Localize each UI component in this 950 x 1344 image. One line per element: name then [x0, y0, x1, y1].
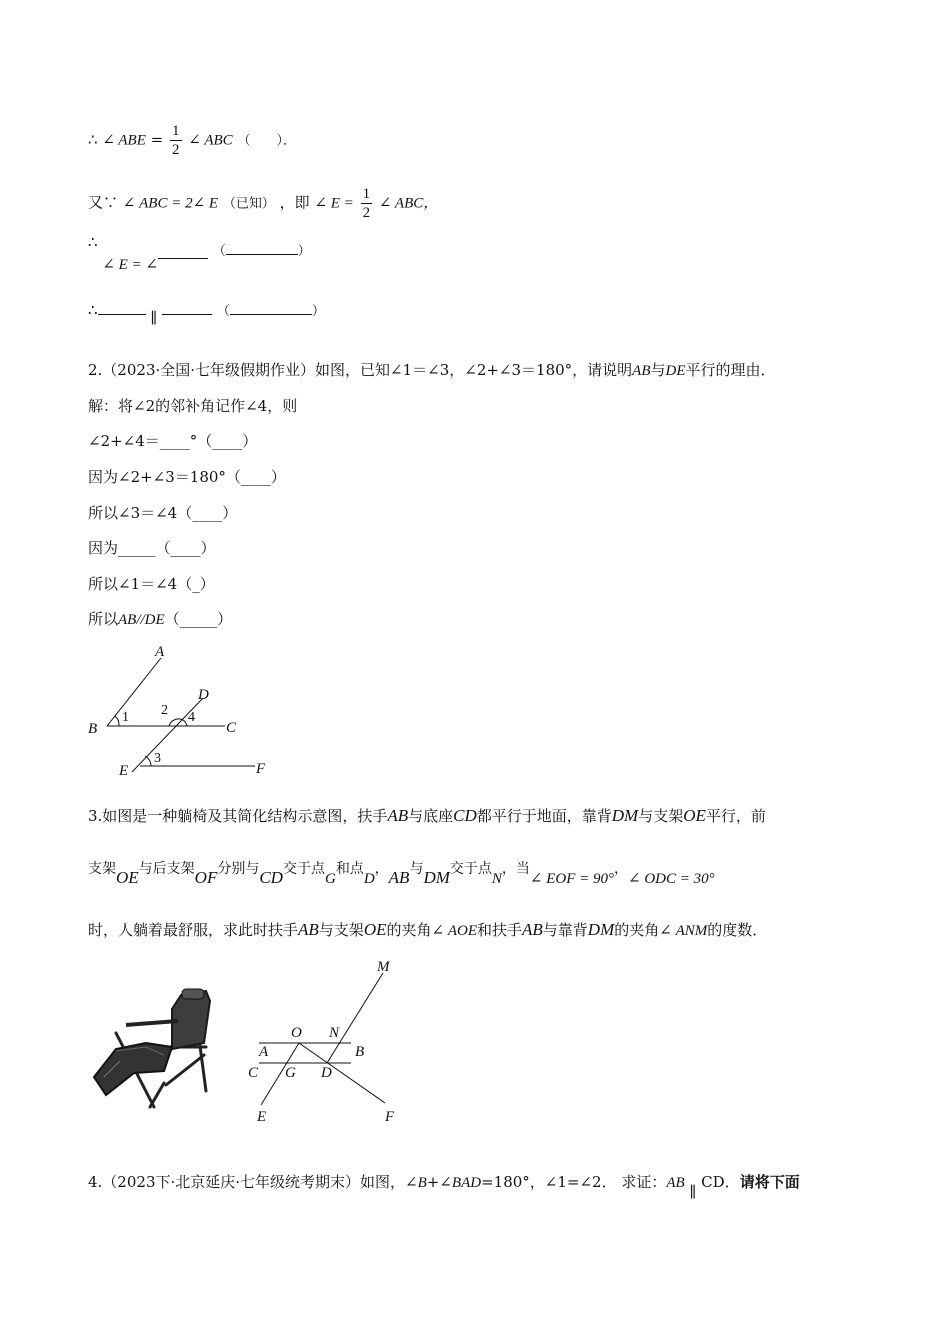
proof-line-1: ∴ ∠ ABE = $\frac{1}{2}$ ∠ ABC （ ）． — [88, 123, 296, 158]
q2-line: 所以∠3＝∠4（____） — [88, 504, 238, 522]
q2-line: 解：将∠2的邻补角记作∠4，则 — [88, 397, 298, 415]
line-ba — [107, 658, 161, 726]
q3-line-3: 时，人躺着最舒服，求此时扶手AB与支架OE的夹角∠ AOE和扶手AB与靠背DM的夹角∠ ANM的度数． — [88, 920, 768, 939]
line-of — [299, 1043, 385, 1103]
fraction-half: $\frac{1}{2}$ — [172, 123, 180, 158]
q2-line: 因为∠2+∠3＝180°（____） — [88, 468, 286, 486]
q3-line-1: 3.如图是一种躺椅及其简化结构示意图，扶手AB与底座CD都平行于地面，靠背DM与支架OE平行，前 — [88, 806, 766, 825]
proof-line-3: ∴ ∠ E = ∠ （ ） — [88, 233, 311, 273]
label-B: B — [88, 721, 98, 737]
label-E: E — [257, 1109, 267, 1125]
q2-line: ∠2+∠4＝____°（____） — [88, 432, 258, 450]
q2-stem: 2.（2023·全国·七年级假期作业）如图，已知∠1＝∠3，∠2+∠3＝180°，请说明AB与DE平行的理由． — [88, 361, 776, 379]
blank — [98, 300, 146, 315]
label-F: F — [385, 1109, 395, 1125]
label-C: C — [248, 1065, 259, 1081]
blank — [226, 240, 298, 255]
label-F: F — [256, 761, 266, 777]
label-E: E — [119, 763, 129, 779]
proof-line-2: 又∵ ∠ ABC = 2∠ E （已知） ，即 ∠ E = $\frac{1}{2}$ ∠ ABC， — [88, 186, 439, 221]
q2-line: 因为_____（____） — [88, 539, 216, 557]
label-B: B — [355, 1044, 365, 1060]
chair-photo — [86, 985, 221, 1110]
label-G: G — [285, 1065, 296, 1081]
q4-stem: 4.（2023下·北京延庆·七年级统考期末）如图，∠B+∠BAD=180°，∠1=∠2． 求证：AB ∥ CD．请将下面 — [88, 1173, 800, 1201]
proof-line-4: ∴ ∥ （ ） — [88, 301, 325, 327]
angle-1-arc — [115, 716, 119, 726]
angle-2-arc — [169, 719, 183, 726]
label-M: M — [377, 959, 390, 975]
q2-geometry-figure — [85, 640, 285, 785]
q2-line: 所以∠1＝∠4（_） — [88, 575, 215, 593]
blank — [230, 300, 312, 315]
label-N: N — [329, 1025, 340, 1041]
label-1: 1 — [122, 710, 129, 725]
fraction-half: $\frac{1}{2}$ — [362, 186, 371, 221]
label-D: D — [321, 1065, 332, 1081]
label-A: A — [155, 644, 165, 660]
q3-line-2: 支架OE与后支架OF分别与CD交于点G和点D，AB与DM交于点N，当∠ EOF = 90°，∠ ODC = 30° — [88, 861, 715, 887]
label-4: 4 — [188, 710, 195, 725]
blank — [162, 300, 212, 315]
blank — [158, 244, 208, 259]
label-D: D — [198, 687, 209, 703]
label-2: 2 — [161, 703, 168, 718]
label-3: 3 — [154, 751, 161, 766]
label-A: A — [259, 1044, 269, 1060]
q3-geometry-figure — [245, 955, 415, 1130]
angle-4-arc — [183, 720, 187, 726]
label-C: C — [226, 720, 237, 736]
label-O: O — [291, 1025, 302, 1041]
q2-line-last: 所以AB//DE（_____） — [88, 610, 233, 628]
